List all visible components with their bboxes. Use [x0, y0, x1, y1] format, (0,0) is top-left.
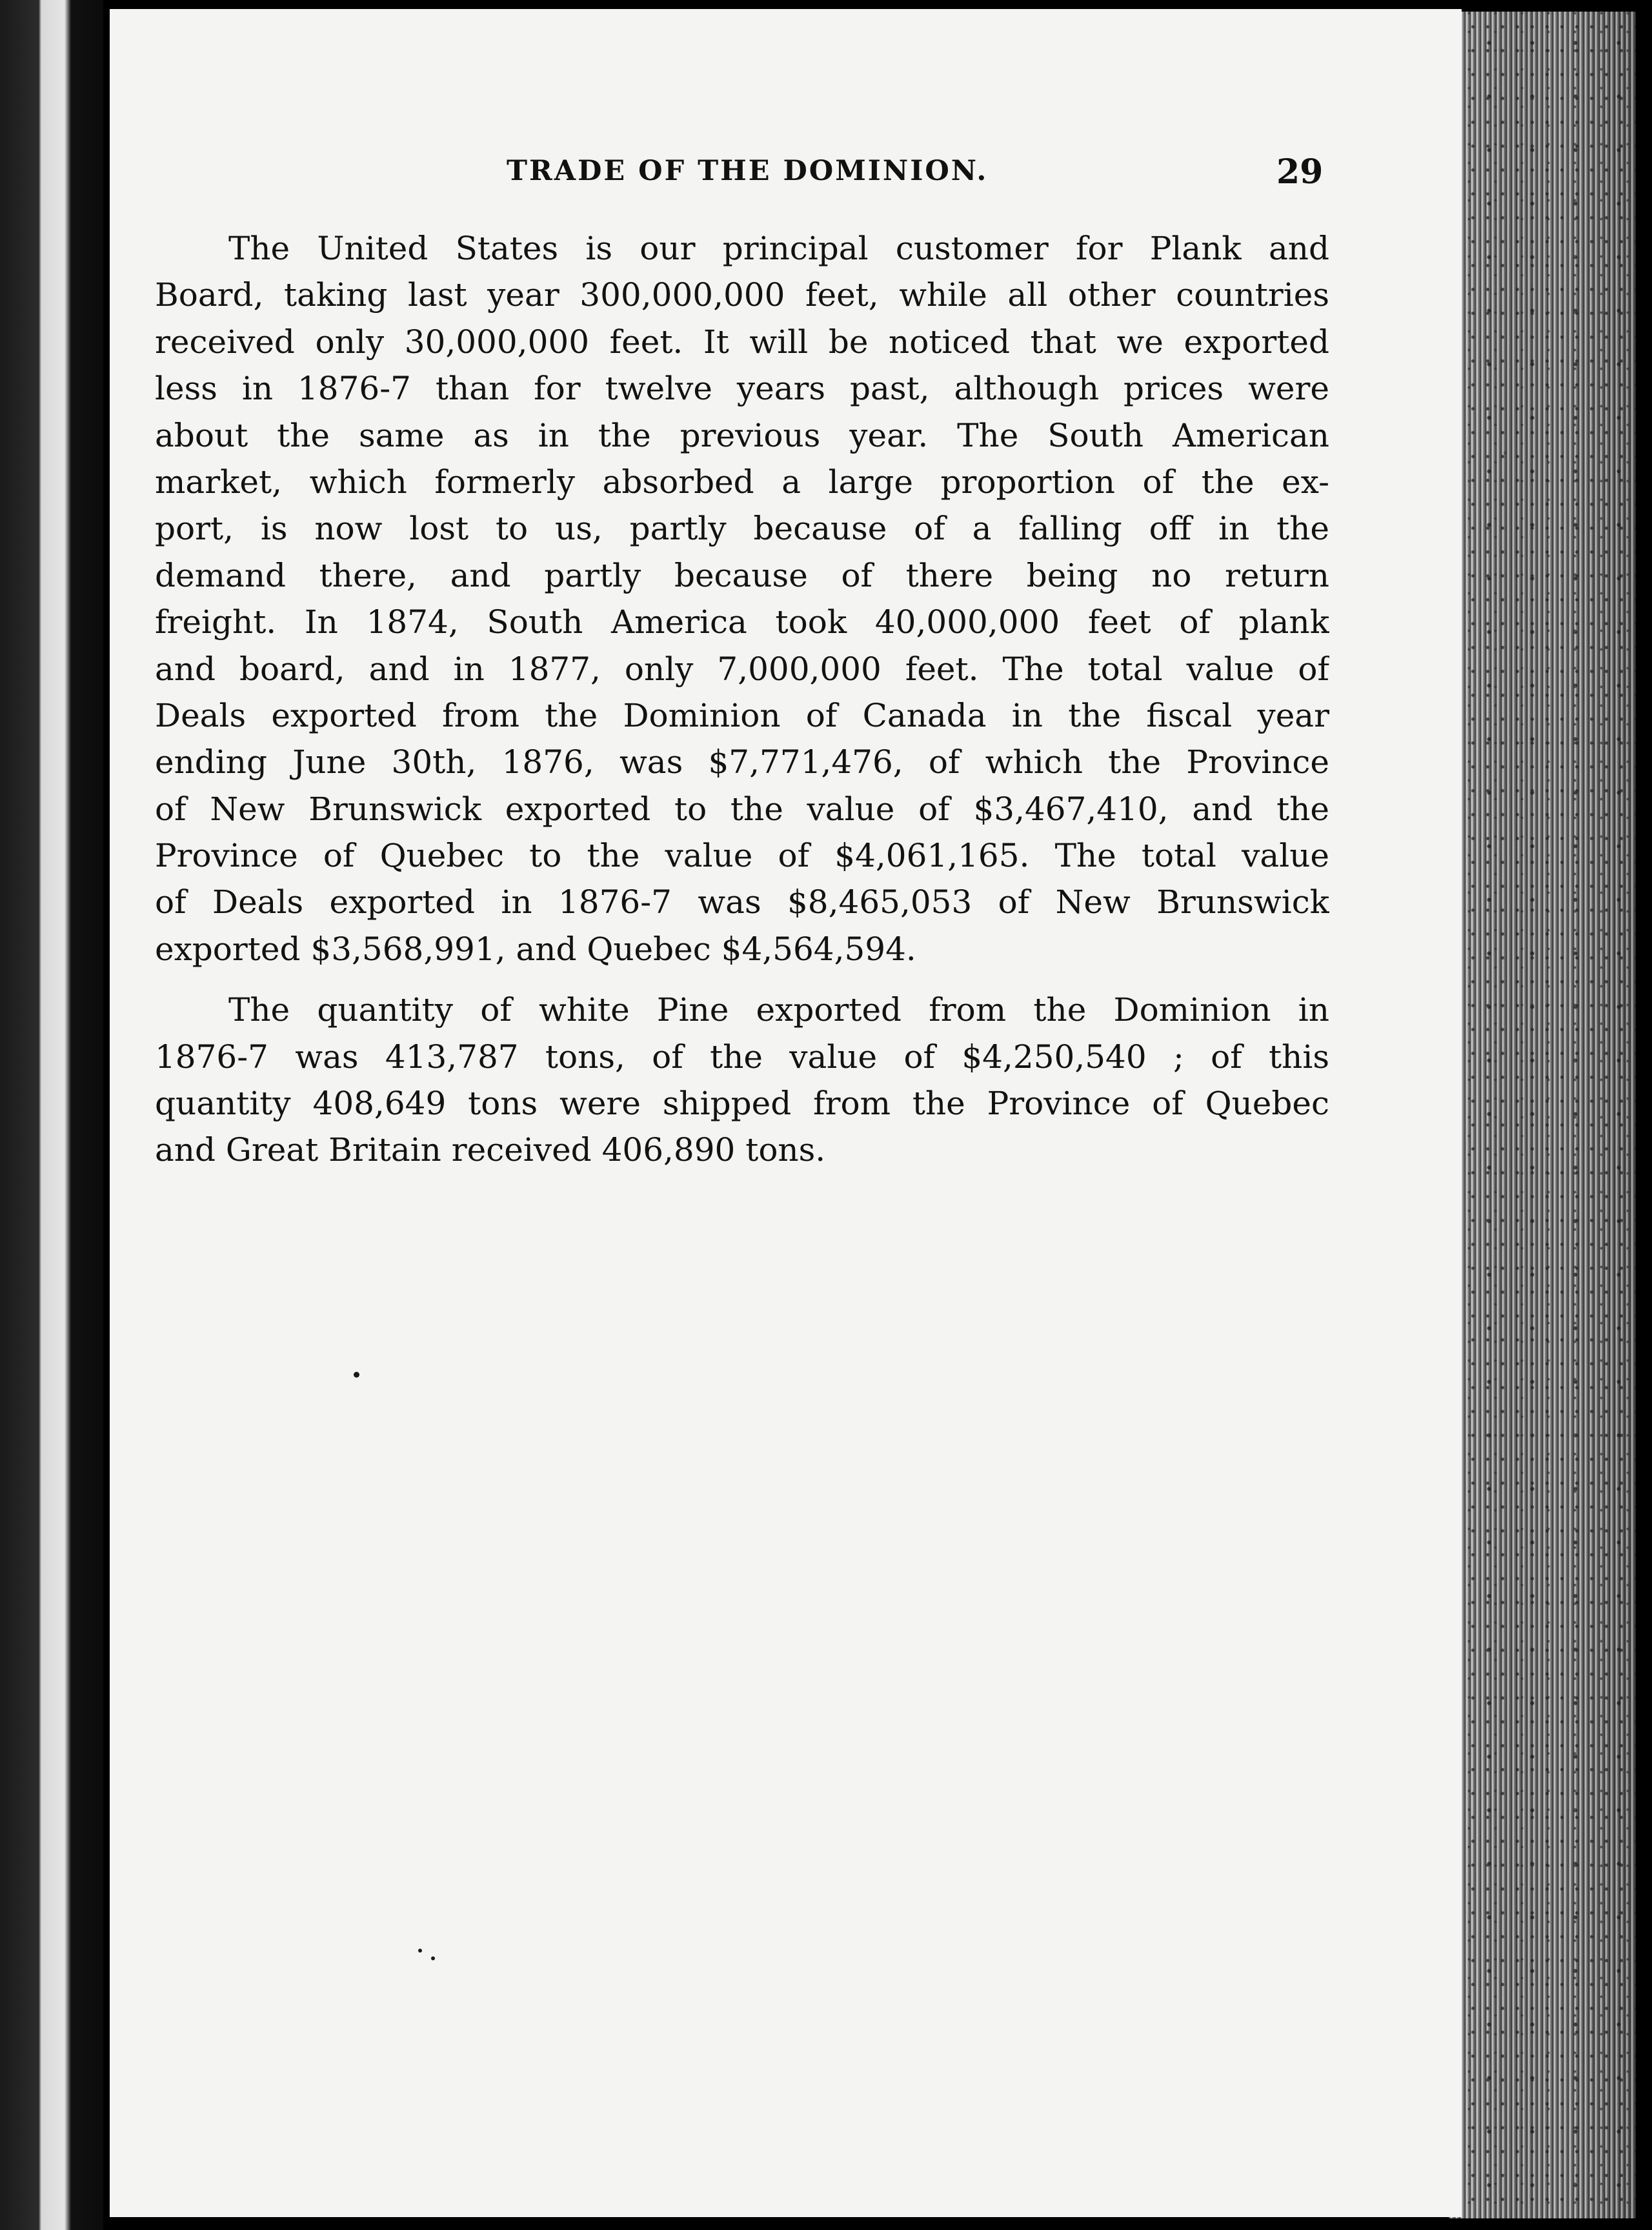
text-line: demand there, and partly because of there being no return: [155, 556, 1329, 594]
paragraph-1: [155, 225, 1329, 972]
text-line: port, is now lost to us, partly because of a falling off in the: [155, 510, 1329, 548]
running-head-title: TRADE OF THE DOMINION.: [507, 155, 989, 187]
text-line: exported $3,568,991, and Quebec $4,564,594.: [155, 930, 916, 968]
text-line: freight. In 1874, South America took 40,000,000 feet of plank: [155, 603, 1329, 641]
book-page: [110, 9, 1462, 2217]
text-line: and board, and in 1877, only 7,000,000 feet. The total value of: [155, 650, 1329, 688]
ink-speck: [418, 1949, 422, 1953]
scan-border: [1636, 0, 1652, 2230]
text-line: The quantity of white Pine exported from the Dominion in: [228, 991, 1329, 1029]
text-line: about the same as in the previous year. The South American: [155, 416, 1329, 454]
text-line: Province of Quebec to the value of $4,061,165. The total value: [155, 837, 1329, 875]
text-line: received only 30,000,000 feet. It will be noticed that we exported: [155, 323, 1329, 361]
body-text: [155, 225, 1329, 1174]
paragraph-gap: [155, 972, 1329, 987]
running-head: [110, 152, 1462, 200]
text-line: less in 1876-7 than for twelve years past, although prices were: [155, 370, 1329, 408]
ink-speck: [354, 1372, 359, 1378]
text-line: of Deals exported in 1876-7 was $8,465,053 of New Brunswick: [155, 883, 1329, 921]
text-line: Board, taking last year 300,000,000 feet, while all other countries: [155, 276, 1329, 314]
page-edge-speckle: [1449, 12, 1636, 2218]
page-number: 29: [1276, 152, 1324, 192]
text-line: The United States is our principal customer for Plank and: [228, 230, 1329, 267]
paragraph-2: [155, 987, 1329, 1174]
ink-speck: [431, 1956, 435, 1960]
text-line: market, which formerly absorbed a large proportion of the ex-: [155, 463, 1329, 501]
text-line: ending June 30th, 1876, was $7,771,476, of which the Province: [155, 743, 1329, 781]
text-line: quantity 408,649 tons were shipped from the Province of Quebec: [155, 1085, 1329, 1123]
text-line: Deals exported from the Dominion of Canada in the fiscal year: [155, 696, 1329, 734]
facing-page-edge: [0, 0, 103, 2230]
text-line: and Great Britain received 406,890 tons.: [155, 1131, 826, 1169]
text-line: 1876-7 was 413,787 tons, of the value of $4,250,540 ; of this: [155, 1038, 1329, 1076]
text-line: of New Brunswick exported to the value of $3,467,410, and the: [155, 790, 1329, 828]
